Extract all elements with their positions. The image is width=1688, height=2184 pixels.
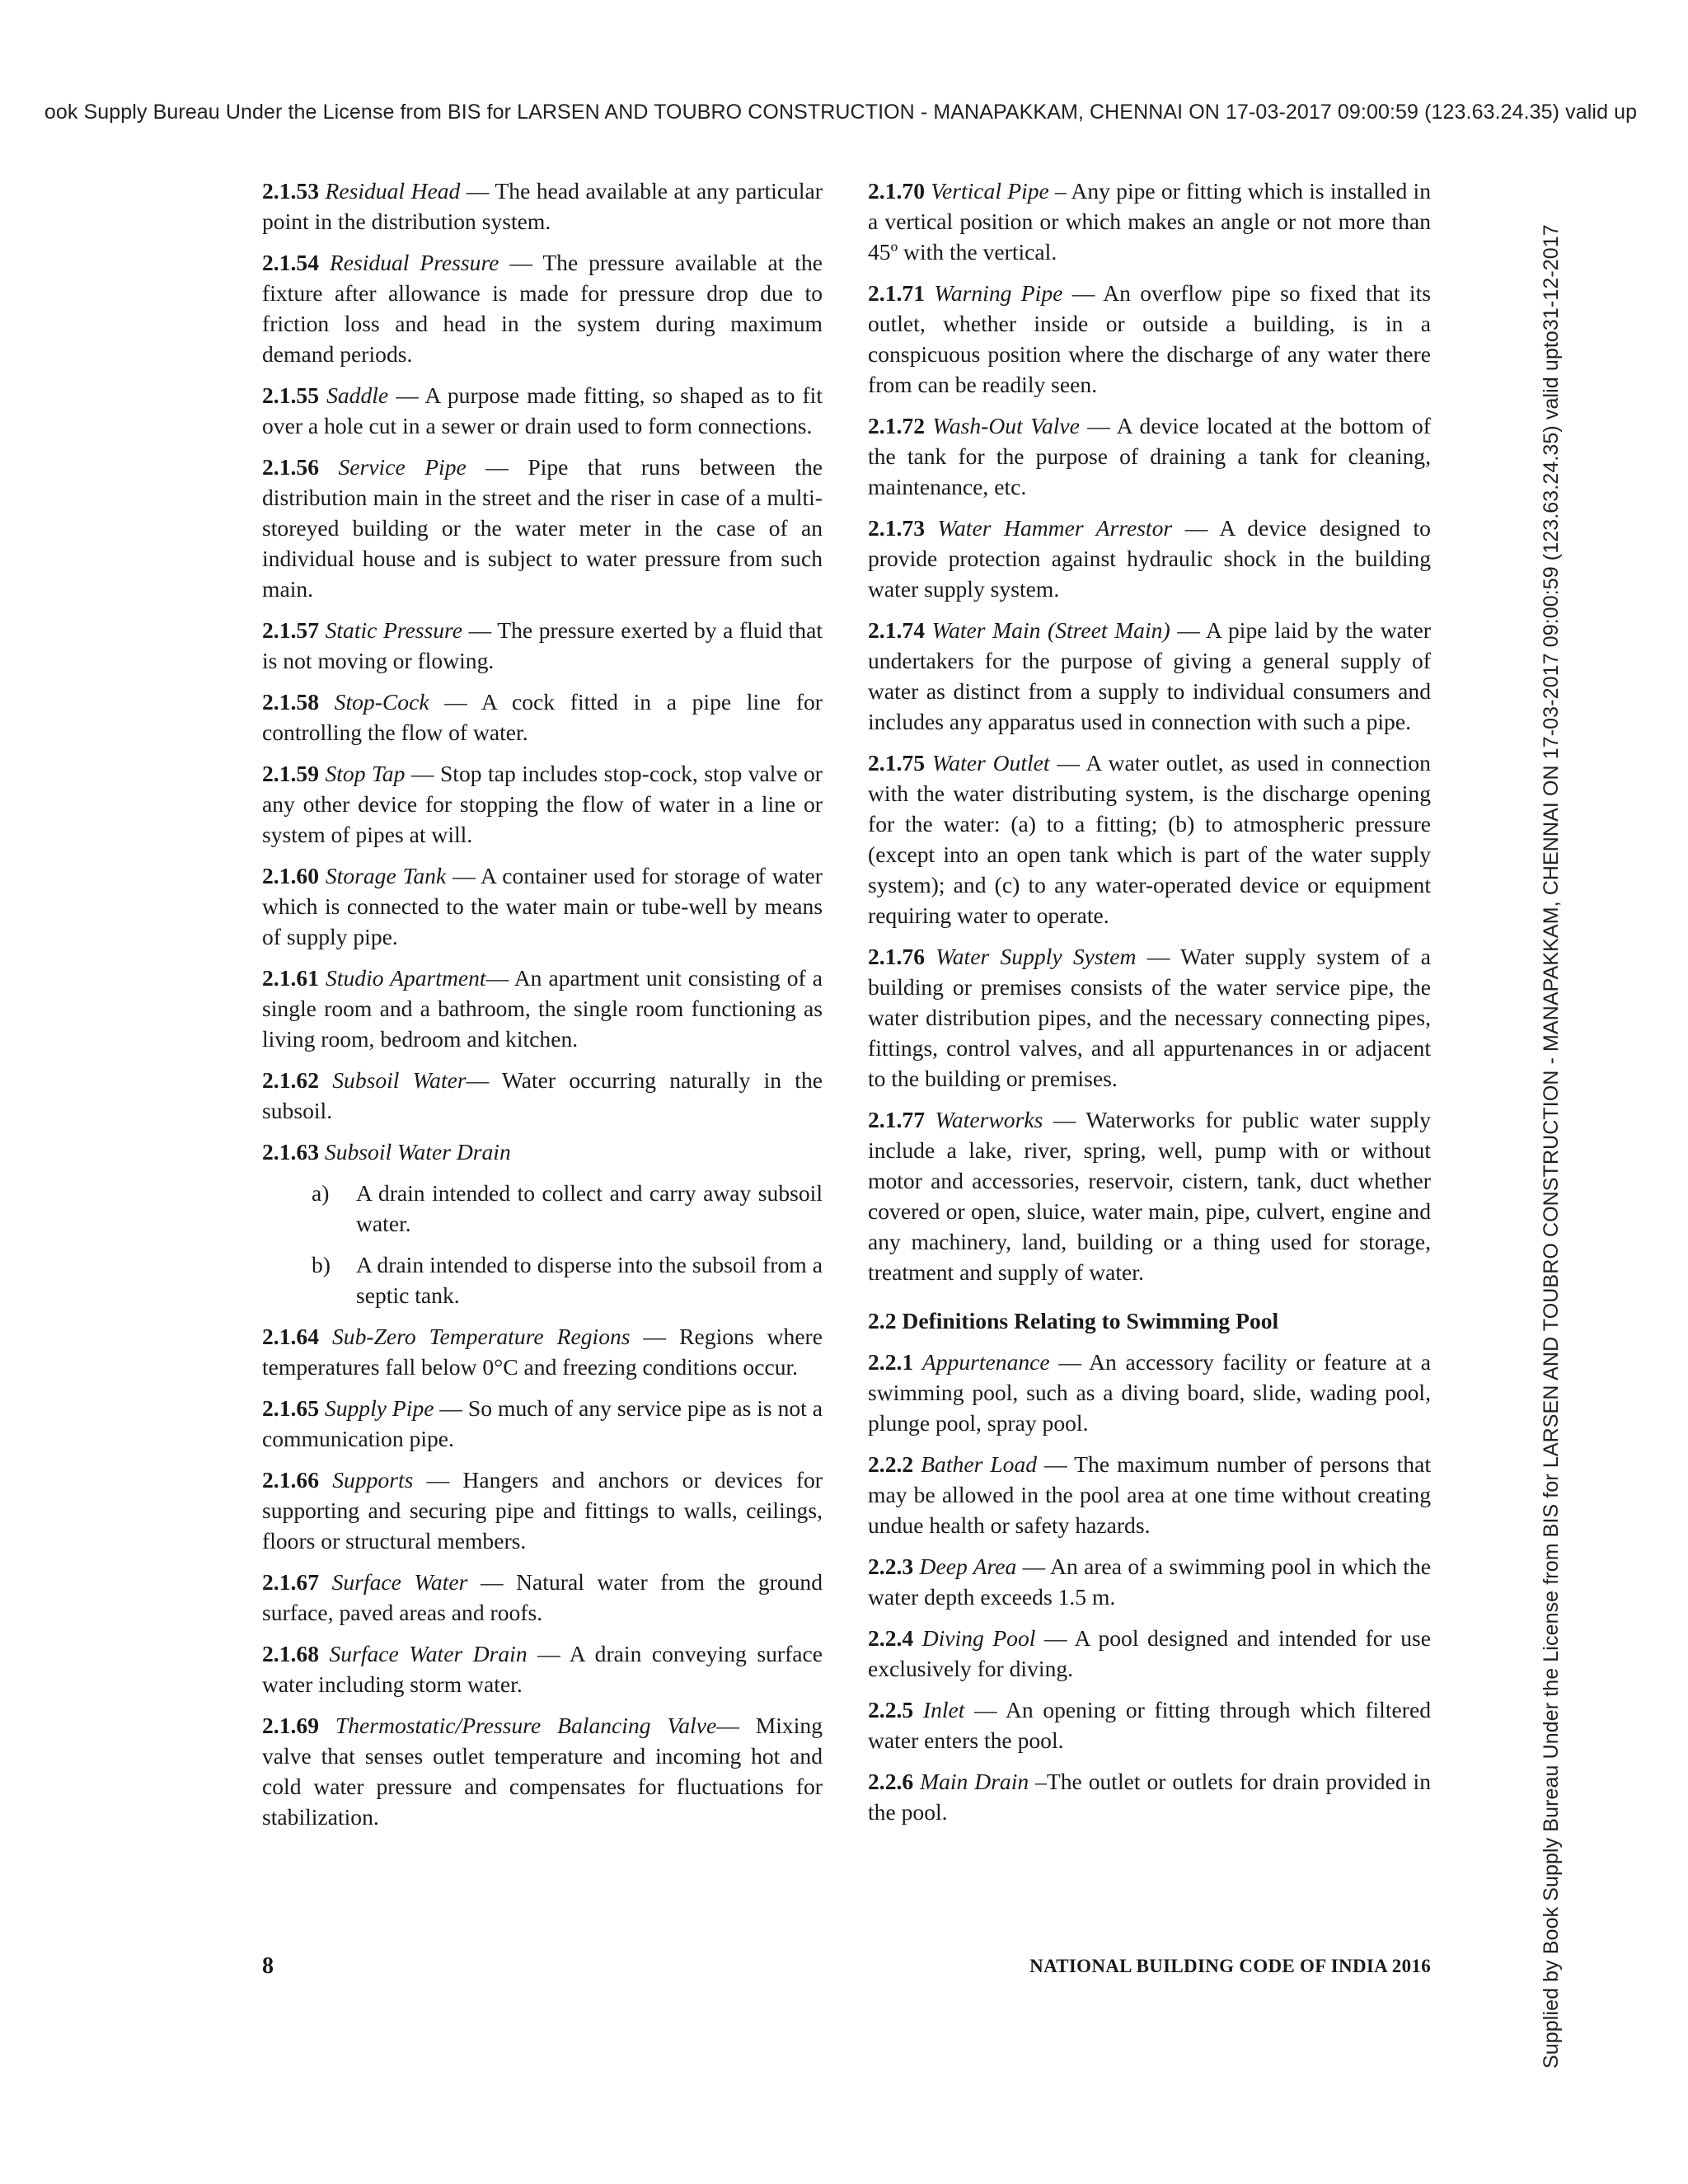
footer-title: NATIONAL BUILDING CODE OF INDIA 2016 (1029, 1956, 1431, 1976)
clause-number: 2.1.56 (262, 454, 319, 480)
definition-entry (868, 1449, 1431, 1540)
subsoil-drain-list (262, 1178, 823, 1310)
definition-text: — An area of a swimming pool in which the water depth exceeds 1.5 m. (868, 1554, 1431, 1610)
definition-entry (868, 1347, 1431, 1438)
list-marker: a) (312, 1180, 330, 1206)
definition-entry (868, 615, 1431, 737)
clause-number: 2.1.54 (262, 250, 319, 275)
defined-term: Supports (332, 1467, 414, 1493)
clause-number: 2.1.64 (262, 1324, 319, 1349)
clause-number: 2.1.75 (868, 750, 925, 776)
list-text: A drain intended to disperse into the subsoil from a septic tank. (356, 1252, 823, 1308)
clause-number: 2.1.76 (868, 944, 925, 969)
definition-entry (868, 410, 1431, 502)
clause-number: 2.1.57 (262, 617, 319, 643)
definition-entry (262, 1465, 823, 1556)
defined-term: Water Supply System (935, 944, 1137, 969)
definition-entry (868, 1623, 1431, 1684)
swimming-pool-definitions (868, 1347, 1431, 1827)
definition-text: — Water supply system of a building or premises consists of the water service pipe, the water distribution pipes, and the necessary connecting pipes, fittings, control valves, and all appurtenances in or adjacent to the building or premises. (868, 944, 1431, 1091)
right-column (868, 176, 1431, 1838)
definition-entry (868, 1694, 1431, 1755)
clause-number: 2.1.62 (262, 1067, 319, 1093)
definition-text: — Waterworks for public water supply include a lake, river, spring, well, pump with or without motor and accessories, reservoir, cistern, tank, duct whether covered or open, sluice, water main, pipe, culvert, engine and any machinery, land, building or a thing used for storage, treatment and supply of water. (868, 1107, 1431, 1285)
left-definitions-continued (262, 1321, 823, 1832)
clause-number: 2.1.77 (868, 1107, 925, 1132)
defined-term: Service Pipe (338, 454, 467, 480)
definition-entry (868, 176, 1431, 267)
defined-term: Waterworks (935, 1107, 1043, 1132)
left-definitions (262, 176, 823, 1167)
definition-text: — A device designed to provide protection against hydraulic shock in the building water supply system. (868, 515, 1431, 602)
definition-entry (262, 1710, 823, 1832)
definition-text: — An accessory facility or feature at a swimming pool, such as a diving board, slide, wading pool, plunge pool, spray pool. (868, 1349, 1432, 1436)
definition-text: — The pressure exerted by a fluid that is not moving or flowing. (262, 617, 823, 673)
clause-number: 2.1.72 (868, 413, 925, 438)
definition-entry (262, 963, 823, 1054)
definition-text: — A cock fitted in a pipe line for controlling the flow of water. (262, 689, 823, 745)
defined-term: Main Drain (920, 1769, 1029, 1794)
definition-text: — Stop tap includes stop-cock, stop valve or any other device for stopping the flow of water in a line or system of pipes at will. (262, 761, 823, 847)
definition-text: — An overflow pipe so fixed that its outlet, whether inside or outside a building, is in a conspicuous position where the discharge of any water there from can be readily seen. (868, 280, 1432, 397)
clause-number: 2.1.71 (868, 280, 925, 306)
definition-entry (262, 452, 823, 604)
section-heading: 2.2 Definitions Relating to Swimming Pool (868, 1308, 1279, 1333)
defined-term: Water Main (Street Main) (931, 617, 1170, 643)
definition-entry (868, 1766, 1431, 1827)
page-number: 8 (262, 1953, 274, 1979)
clause-number: 2.2.2 (868, 1451, 914, 1477)
definition-entry (262, 1567, 823, 1628)
clause-number: 2.1.74 (868, 617, 925, 643)
definition-entry (262, 1321, 823, 1382)
definition-text: — Hangers and anchors or devices for supporting and securing pipe and fittings to walls, ceilings, floors or structural members. (262, 1467, 823, 1554)
clause-number: 2.1.61 (262, 965, 319, 991)
defined-term: Diving Pool (921, 1625, 1036, 1651)
definition-entry (868, 278, 1431, 400)
definition-entry (868, 513, 1431, 604)
clause-number: 2.2.6 (868, 1769, 914, 1794)
defined-term: Vertical Pipe (931, 178, 1049, 204)
definition-entry (262, 615, 823, 676)
defined-term: Warning Pipe (934, 280, 1063, 306)
definition-text: — The head available at any particular point in the distribution system. (262, 178, 823, 234)
defined-term: Bather Load (921, 1451, 1038, 1477)
clause-number: 2.1.55 (262, 382, 319, 408)
defined-term: Residual Head (325, 178, 461, 204)
definition-text: — A container used for storage of water which is connected to the water main or tube-well by means of supply pipe. (262, 863, 823, 949)
defined-term: Subsoil Water Drain (324, 1139, 511, 1165)
definition-entry (262, 1638, 823, 1699)
defined-term: Deep Area (919, 1554, 1017, 1579)
defined-term: Sub-Zero Temperature Regions (331, 1324, 631, 1349)
definition-text: — The maximum number of persons that may be allowed in the pool area at one time without creating undue health or safety hazards. (868, 1451, 1431, 1538)
definition-entry (262, 176, 823, 237)
clause-number: 2.1.70 (868, 178, 925, 204)
definition-text: — An apartment unit consisting of a single room and a bathroom, the single room functioning as living room, bedroom and kitchen. (262, 965, 823, 1052)
definition-text: — A purpose made fitting, so shaped as to fit over a hole cut in a sewer or drain used to form connections. (262, 382, 823, 438)
clause-number: 2.1.60 (262, 863, 319, 888)
defined-term: Surface Water (331, 1569, 468, 1595)
definition-entry (262, 1393, 823, 1454)
definition-text: — Regions where temperatures fall below 0°C and freezing conditions occur. (262, 1324, 823, 1380)
clause-number: 2.1.73 (868, 515, 925, 541)
defined-term: Studio Apartment (326, 965, 486, 991)
definition-text: — A drain conveying surface water including storm water. (262, 1641, 823, 1697)
defined-term: Surface Water Drain (329, 1641, 528, 1666)
definition-entry (262, 687, 823, 748)
clause-number: 2.2.4 (868, 1625, 914, 1651)
right-definitions (868, 176, 1431, 1287)
definition-text: — So much of any service pipe as is not a communication pipe. (262, 1395, 823, 1451)
definition-entry (868, 1104, 1431, 1287)
license-banner-side: Supplied by Book Supply Bureau Under the License from BIS for LARSEN AND TOUBRO CONSTRUCTION - MANAPAKKAM, CHENNAI ON 17-03-2017 09:00:59 (123.63.24.35) valid upto31-12-2017 (1540, 224, 1563, 2069)
definition-entry (868, 748, 1431, 930)
clause-number: 2.1.59 (262, 761, 319, 786)
clause-number: 2.2.3 (868, 1554, 914, 1579)
definition-entry (262, 380, 823, 441)
definition-text: — A pipe laid by the water undertakers for the purpose of giving a general supply of water as distinct from a supply to individual consumers and includes any apparatus used in connection with such a pipe. (868, 617, 1432, 734)
definition-entry (262, 860, 823, 952)
defined-term: Water Outlet (931, 750, 1050, 776)
definition-text: — Natural water from the ground surface, paved areas and roofs. (262, 1569, 823, 1625)
list-marker: b) (312, 1252, 331, 1277)
definition-entry (868, 941, 1431, 1094)
defined-term: Wash-Out Valve (932, 413, 1080, 438)
definition-text: — A device located at the bottom of the tank for the purpose of draining a tank for cleaning, maintenance, etc. (868, 413, 1431, 499)
defined-term: Storage Tank (325, 863, 447, 888)
clause-number: 2.1.66 (262, 1467, 319, 1493)
clause-number: 2.1.65 (262, 1395, 319, 1421)
definition-entry (262, 1137, 823, 1167)
definition-entry (868, 1551, 1431, 1612)
definition-text: – Any pipe or fitting which is installed in a vertical position or which makes an angle or not more than 45º with the vertical. (868, 178, 1432, 265)
definition-text: — A water outlet, as used in connection with the water distributing system, is the discharge opening for the water: (a) to a fitting; (b) to atmospheric pressure (except into an open tank which is part of the water supply system); and (c) to any water-operated device or equipment requiring water to operate. (868, 750, 1431, 928)
defined-term: Saddle (326, 382, 389, 408)
clause-number: 2.2.5 (868, 1697, 914, 1722)
definition-entry (262, 758, 823, 850)
defined-term: Subsoil Water (332, 1067, 467, 1093)
definition-text: — An opening or fitting through which filtered water enters the pool. (868, 1697, 1431, 1753)
defined-term: Static Pressure (325, 617, 463, 643)
definition-entry (262, 1065, 823, 1126)
clause-number: 2.1.53 (262, 178, 319, 204)
definition-text: — A pool designed and intended for use exclusively for diving. (868, 1625, 1431, 1681)
left-column (262, 176, 823, 1843)
definition-text: — Water occurring naturally in the subsoil. (262, 1067, 823, 1123)
definition-text: –The outlet or outlets for drain provided in the pool. (868, 1769, 1432, 1825)
list-text: A drain intended to collect and carry away subsoil water. (356, 1180, 823, 1236)
defined-term: Stop-Cock (334, 689, 429, 715)
defined-term: Thermostatic/Pressure Balancing Valve (335, 1713, 717, 1738)
list-item (262, 1249, 823, 1310)
clause-number: 2.1.69 (262, 1713, 319, 1738)
defined-term: Water Hammer Arrestor (937, 515, 1173, 541)
defined-term: Stop Tap (325, 761, 406, 786)
definition-text: — The pressure available at the fixture after allowance is made for pressure drop due to friction loss and head in the system during maximum demand periods. (262, 250, 823, 367)
definition-text: — Mixing valve that senses outlet temperature and incoming hot and cold water pressure and compensates for fluctuations for stabilization. (262, 1713, 823, 1830)
clause-number: 2.1.68 (262, 1641, 319, 1666)
license-banner-top: ook Supply Bureau Under the License from BIS for LARSEN AND TOUBRO CONSTRUCTION - MANAPAKKAM, CHENNAI ON 17-03-2017 09:00:59 (123.63.24.35) valid up (44, 101, 1638, 124)
defined-term: Residual Pressure (329, 250, 499, 275)
defined-term: Supply Pipe (324, 1395, 434, 1421)
clause-number: 2.2.1 (868, 1349, 914, 1375)
list-item (262, 1178, 823, 1239)
definition-entry (262, 247, 823, 369)
definition-text: — Pipe that runs between the distribution main in the street and the riser in case of a multi-storeyed building or the water meter in the case of an individual house and is subject to water pressure from such main. (262, 454, 823, 602)
clause-number: 2.1.67 (262, 1569, 319, 1595)
clause-number: 2.1.63 (262, 1139, 319, 1165)
clause-number: 2.1.58 (262, 689, 319, 715)
defined-term: Inlet (922, 1697, 965, 1722)
defined-term: Appurtenance (921, 1349, 1050, 1375)
